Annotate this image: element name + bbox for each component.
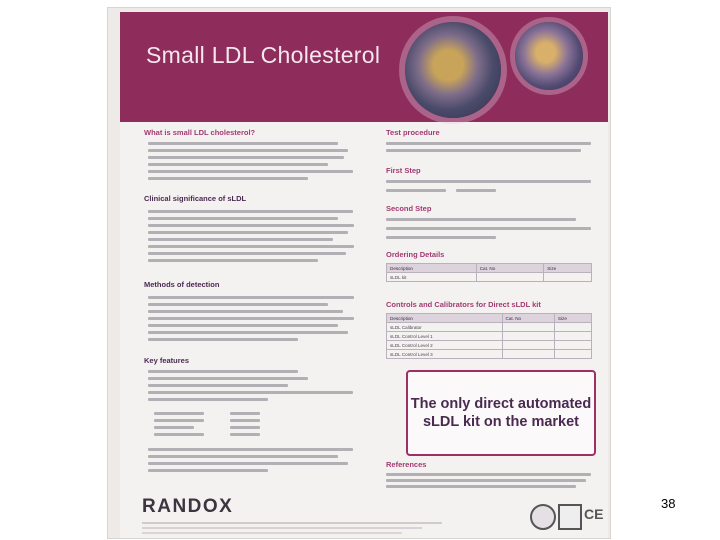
table-row: sLDL Control Level 2 [387, 341, 592, 350]
heading-ordering: Ordering Details [386, 250, 445, 259]
heading-references: References [386, 460, 427, 469]
ordering-table [386, 263, 592, 282]
footer-address-line-3 [142, 532, 402, 534]
heading-methods: Methods of detection [144, 280, 220, 289]
col-cat-no: Cat. No [476, 264, 544, 273]
controls-table [386, 313, 592, 359]
heading-controls: Controls and Calibrators for Direct sLDL kit [386, 300, 541, 309]
col-description: Description [387, 314, 503, 323]
quality-mark-icon [558, 504, 582, 530]
ce-mark-icon: CE [584, 506, 604, 522]
col-size: Size [544, 264, 592, 273]
ldl-particle-illustration-large [405, 22, 501, 118]
table-row: sLDL kit [387, 273, 592, 282]
heading-second-step: Second Step [386, 204, 432, 213]
col-size: Size [554, 314, 591, 323]
heading-what-is: What is small LDL cholesterol? [144, 128, 256, 137]
title-banner [120, 12, 608, 122]
col-description: Description [387, 264, 477, 273]
heading-clinical: Clinical significance of sLDL [144, 194, 247, 203]
callout-text: The only direct automated sLDL kit on the market [410, 396, 592, 430]
heading-key-features: Key features [144, 356, 190, 365]
table-row: sLDL Control Level 1 [387, 332, 592, 341]
callout-box [406, 370, 596, 456]
col-cat-no: Cat. No [502, 314, 554, 323]
randox-logo: RANDOX [142, 496, 234, 517]
heading-first-step: First Step [386, 166, 421, 175]
heading-test-procedure: Test procedure [386, 128, 440, 137]
scanned-brochure [108, 8, 610, 538]
table-row: sLDL Calibrator [387, 323, 592, 332]
footer-address-line-2 [142, 527, 422, 529]
footer-address [142, 522, 442, 524]
brochure-page [120, 12, 608, 538]
ldl-particle-illustration-small [515, 22, 583, 90]
brochure-title: Small LDL Cholesterol [146, 42, 381, 68]
table-row: sLDL Control Level 3 [387, 350, 592, 359]
slide-page-number: 38 [661, 496, 676, 511]
certification-seal-icon [530, 504, 556, 530]
